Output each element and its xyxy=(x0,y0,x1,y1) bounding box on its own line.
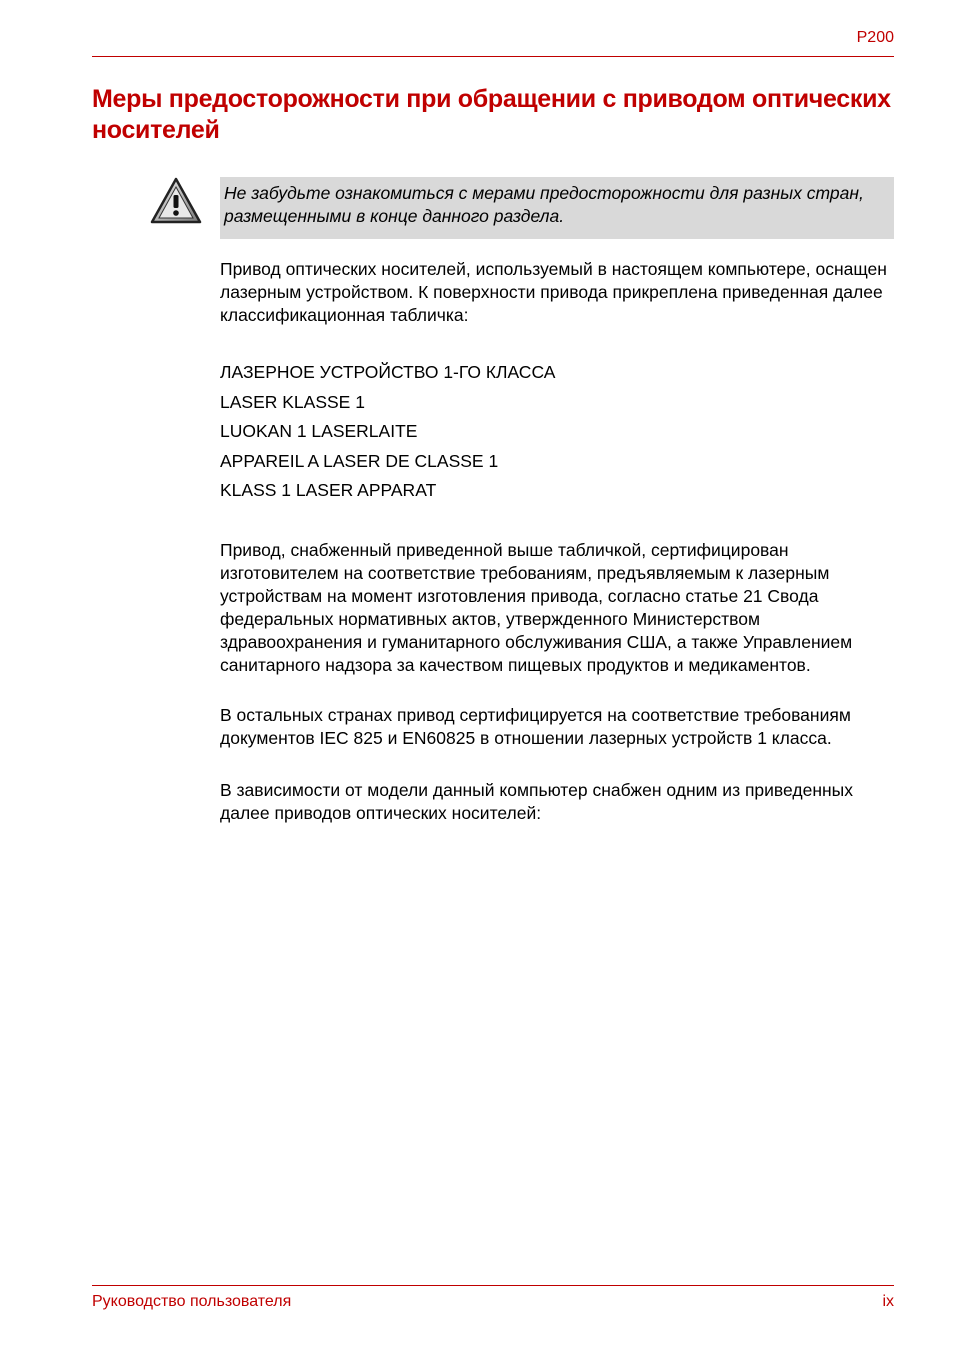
header-divider xyxy=(92,56,894,57)
models-paragraph: В зависимости от модели данный компьютер снабжен одним из приведенных далее приводов оптических носителей: xyxy=(220,780,853,823)
footer-page-number: ix xyxy=(882,1293,894,1310)
header-model-label: P200 xyxy=(856,29,894,46)
page-title: Меры предосторожности при обращении с приводом оптических носителей xyxy=(92,85,891,144)
footer-manual-title: Руководство пользователя xyxy=(92,1293,292,1310)
laser-label-item: KLASS 1 LASER APPARAT xyxy=(220,480,437,500)
note-text: Не забудьте ознакомиться с мерами предосторожности для разных стран, размещенными в конце данного раздела. xyxy=(224,183,864,226)
laser-label-item: APPAREIL A LASER DE CLASSE 1 xyxy=(220,450,499,471)
warning-icon xyxy=(150,177,202,225)
intro-paragraph: Привод оптических носителей, используемый в настоящем компьютере, оснащен лазерным устройством. К поверхности привода прикреплена приведенная далее классификационная табличка: xyxy=(220,259,887,325)
laser-label-item: ЛАЗЕРНОЕ УСТРОЙСТВО 1-ГО КЛАССА xyxy=(220,362,556,382)
note-box xyxy=(220,177,894,239)
footer-divider xyxy=(92,1285,894,1286)
laser-label-item: LASER KLASSE 1 xyxy=(220,391,365,412)
certification-paragraph: Привод, снабженный приведенной выше табличкой, сертифицирован изготовителем на соответствие требованиям, предъявляемым к лазерным устройствам на момент изготовления привода, согласно статье 21 Свода федеральных нормативных актов, утвержденного Министерством здравоохранения и гуманитарного обслуживания США, а также Управлением санитарного надзора за качеством пищевых продуктов и медикаментов. xyxy=(220,540,853,675)
laser-label-list xyxy=(220,361,555,509)
laser-label-item: LUOKAN 1 LASERLAITE xyxy=(220,421,418,441)
other-countries-paragraph: В остальных странах привод сертифицируется на соответствие требованиям документов IEC 825 и EN60825 в отношении лазерных устройств 1 класса. xyxy=(220,705,851,748)
